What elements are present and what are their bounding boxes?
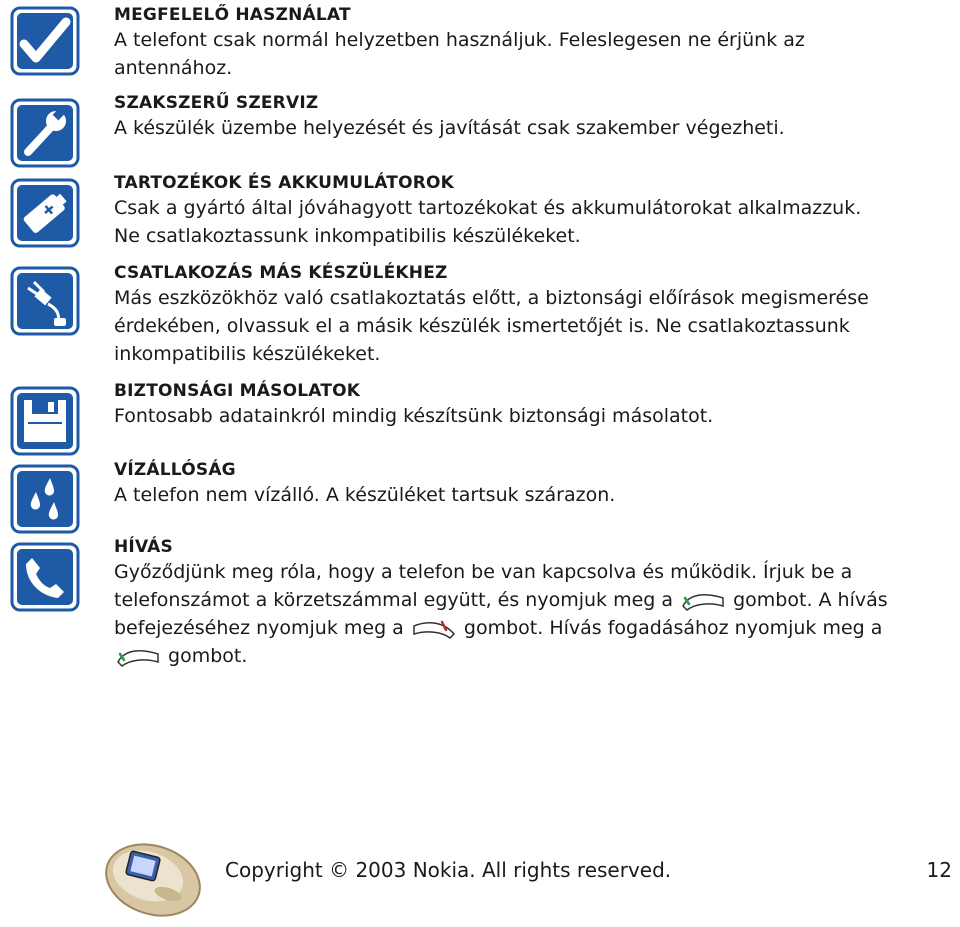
section-heading: HÍVÁS — [114, 537, 173, 557]
section-text: befejezéséhez nyomjuk meg a — [114, 617, 404, 639]
section-line: A telefont csak normál helyzetben használjuk. Feleslegesen ne érjünk az — [114, 29, 805, 51]
section-line — [114, 614, 944, 642]
checkmark-icon — [10, 6, 80, 76]
end-key-icon — [410, 616, 458, 640]
section-heading: MEGFELELŐ HASZNÁLAT — [114, 5, 351, 25]
section-calling — [114, 536, 944, 670]
section-heading: BIZTONSÁGI MÁSOLATOK — [114, 381, 361, 401]
section-line — [114, 642, 944, 670]
water-drops-icon — [10, 464, 80, 534]
section-water-resistance — [114, 459, 944, 509]
section-line: A készülék üzembe helyezését és javítását csak szakember végezheti. — [114, 117, 785, 139]
plug-icon — [10, 266, 80, 336]
section-backup — [114, 380, 944, 430]
page-number: 12 — [926, 858, 952, 882]
section-heading: CSATLAKOZÁS MÁS KÉSZÜLÉKHEZ — [114, 263, 448, 283]
copyright-text: Copyright © 2003 Nokia. All rights reserved. — [225, 858, 672, 882]
section-text: gombot. A hívás — [733, 589, 888, 611]
section-line: Győződjünk meg róla, hogy a telefon be van kapcsolva és működik. Írjuk be a — [114, 561, 853, 583]
section-accessories — [114, 172, 944, 250]
section-line: inkompatibilis készülékeket. — [114, 343, 381, 365]
call-key-icon — [114, 644, 162, 668]
section-line: érdekében, olvassuk el a másik készülék ismertetőjét is. Ne csatlakoztassunk — [114, 315, 850, 337]
section-text: telefonszámot a körzetszámmal együtt, és nyomjuk meg a — [114, 589, 674, 611]
battery-icon — [10, 178, 80, 248]
section-proper-use — [114, 4, 944, 82]
section-service — [114, 92, 944, 142]
section-text: gombot. — [168, 645, 248, 667]
section-heading: TARTOZÉKOK ÉS AKKUMULÁTOROK — [114, 173, 455, 193]
section-connecting — [114, 262, 944, 368]
section-line — [114, 586, 944, 614]
section-line: Ne csatlakoztassunk inkompatibilis készülékeket. — [114, 225, 581, 247]
section-heading: SZAKSZERŰ SZERVIZ — [114, 93, 319, 113]
section-line: antennához. — [114, 57, 233, 79]
section-text: gombot. Hívás fogadásához nyomjuk meg a — [463, 617, 883, 639]
wrench-icon — [10, 98, 80, 168]
floppy-disk-icon — [10, 386, 80, 456]
phone-image — [98, 836, 208, 918]
section-line: A telefon nem vízálló. A készüléket tartsuk szárazon. — [114, 484, 616, 506]
section-heading: VÍZÁLLÓSÁG — [114, 460, 236, 480]
section-line: Fontosabb adatainkról mindig készítsünk biztonsági másolatot. — [114, 405, 714, 427]
handset-icon — [10, 542, 80, 612]
call-key-icon — [679, 588, 727, 612]
section-line: Más eszközökhöz való csatlakoztatás előtt, a biztonsági előírások megismerése — [114, 287, 869, 309]
section-line: Csak a gyártó által jóváhagyott tartozékokat és akkumulátorokat alkalmazzuk. — [114, 197, 862, 219]
